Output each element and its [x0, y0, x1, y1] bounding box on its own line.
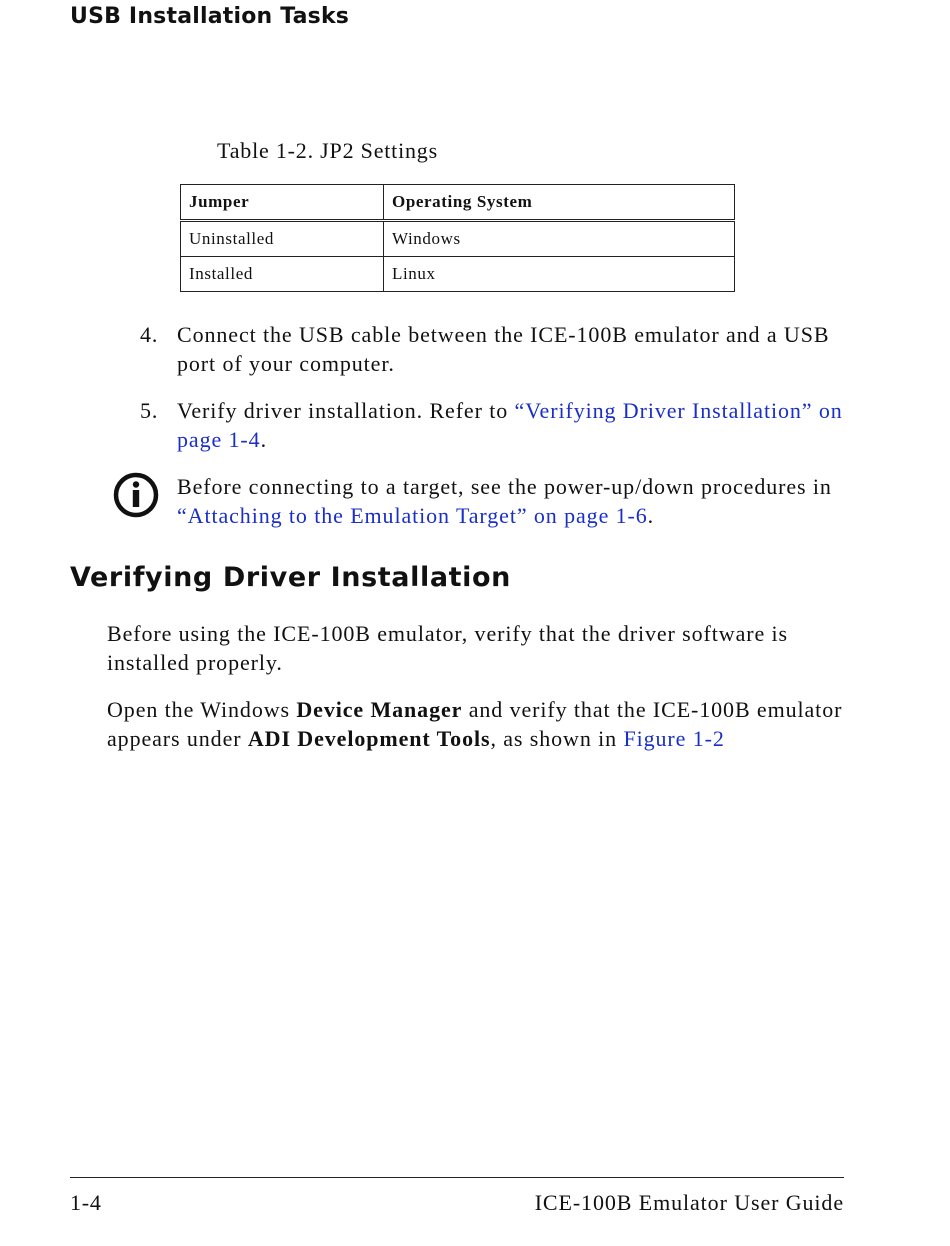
column-header-jumper: Jumper: [181, 185, 384, 221]
note-text-part: .: [647, 503, 655, 528]
verifying-driver-installation-link[interactable]: “Verifying Driver Installation” on page 1-4: [177, 398, 843, 452]
table-row: [181, 257, 735, 292]
section-heading: Verifying Driver Installation: [70, 562, 511, 593]
footer-rule: [70, 1177, 844, 1178]
note-text: [177, 472, 857, 530]
step-text-part: .: [260, 427, 267, 452]
paragraph-text-part: , as shown in: [490, 726, 624, 751]
step-number: 5.: [140, 398, 159, 423]
paragraph-intro: Before using the ICE-100B emulator, verify that the driver software is installed properly.: [107, 621, 788, 675]
note-text-part: Before connecting to a target, see the power-up/down procedures in: [177, 474, 832, 499]
running-head: USB Installation Tasks: [70, 4, 350, 29]
adi-development-tools-term: ADI Development Tools: [247, 726, 491, 751]
jp2-settings-table: [180, 184, 735, 292]
step-number: 4.: [140, 322, 159, 347]
table-cell: Installed: [181, 257, 384, 292]
paragraph-device-manager: [107, 695, 867, 753]
table-caption: Table 1-2. JP2 Settings: [217, 138, 438, 163]
step-text: Connect the USB cable between the ICE-100B emulator and a USB port of your computer.: [177, 322, 830, 376]
attaching-emulation-target-link[interactable]: “Attaching to the Emulation Target” on page 1-6: [177, 503, 648, 528]
figure-1-2-link[interactable]: Figure 1-2: [623, 726, 725, 751]
step-text-part: Verify driver installation. Refer to: [177, 398, 515, 423]
paragraph-text-part: Open the Windows: [107, 697, 297, 722]
table-cell: Uninstalled: [181, 221, 384, 257]
table-cell: Linux: [384, 257, 735, 292]
footer-guide-title: ICE-100B Emulator User Guide: [534, 1190, 844, 1215]
page-number: 1-4: [70, 1190, 102, 1215]
paragraph-text-part: and verify that the ICE-100B emulator appears under: [107, 697, 843, 751]
table-row: [181, 221, 735, 257]
column-header-operating-system: Operating System: [384, 185, 735, 221]
table-cell: Windows: [384, 221, 735, 257]
table-header-row: [181, 185, 735, 221]
info-icon: [112, 471, 160, 519]
device-manager-term: Device Manager: [296, 697, 463, 722]
step-text: [177, 396, 857, 454]
